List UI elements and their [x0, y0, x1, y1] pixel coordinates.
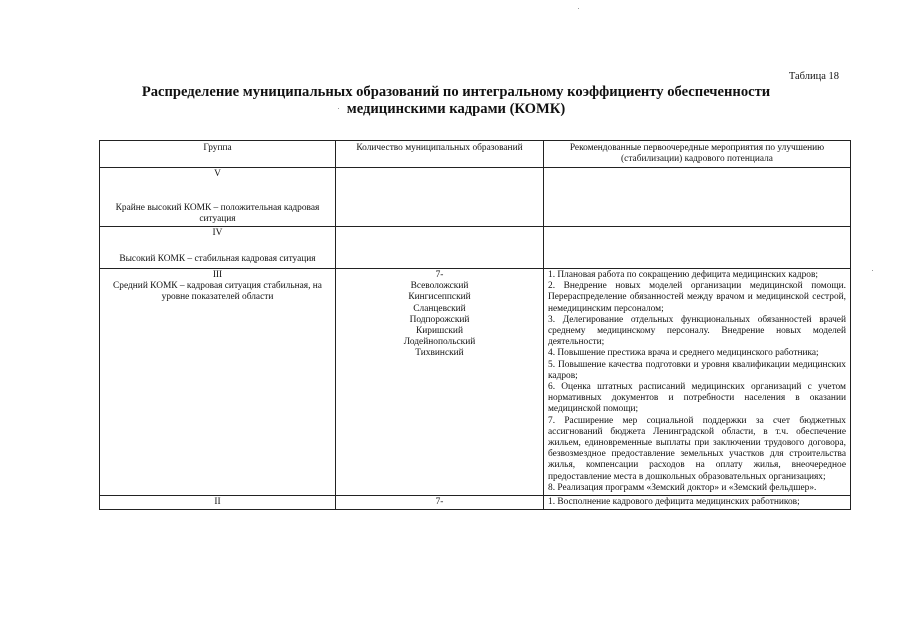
measures-cell — [544, 269, 851, 496]
measures-cell — [544, 227, 851, 269]
district-name: Подпорожский — [409, 314, 470, 325]
table-row-group-ii — [100, 496, 851, 510]
count-cell — [336, 168, 544, 227]
district-name: Сланцевский — [413, 303, 466, 314]
group-roman: II — [214, 497, 221, 508]
district-name: Киришский — [416, 326, 463, 337]
header-measures: Рекомендованные первоочередные мероприятия по улучшению (стабилизации) кадрового потенциала — [544, 141, 851, 168]
district-name: Всеволожский — [410, 281, 469, 292]
measure-item: 2. Внедрение новых моделей организации медицинской помощи. Перераспределение обязанностей между врачом и медицинской сестрой, немедицинским персоналом; — [548, 281, 846, 314]
page-title: Распределение муниципальных образований по интегральному коэффициенту обеспеченности медицинскими кадрами (КОМК) — [141, 84, 771, 117]
district-name: Лодейнопольский — [403, 337, 476, 348]
count-cell — [336, 227, 544, 269]
measure-item: 5. Повышение качества подготовки и уровня квалификации медицинских кадров; — [548, 359, 846, 381]
measure-item: 1. Плановая работа по сокращению дефицита медицинских кадров; — [548, 270, 818, 281]
table-row-group-iv — [100, 227, 851, 269]
group-description: Высокий КОМК – стабильная кадровая ситуация — [119, 254, 316, 265]
header-group: Группа — [100, 141, 336, 168]
table-header-row — [100, 141, 851, 168]
group-roman: IV — [212, 228, 223, 239]
group-description: Средний КОМК – кадровая ситуация стабильная, на уровне показателей области — [113, 281, 322, 303]
group-cell — [100, 269, 336, 496]
group-cell — [100, 227, 336, 269]
group-cell — [100, 168, 336, 227]
table-row-group-iii — [100, 269, 851, 496]
count-cell — [336, 496, 544, 510]
header-count: Количество муниципальных образований — [336, 141, 544, 168]
district-name: Тихвинский — [415, 348, 464, 359]
count-value: 7- — [435, 270, 444, 281]
measure-item: 1. Восполнение кадрового дефицита медицинских работников; — [548, 497, 800, 508]
count-value: 7- — [435, 497, 444, 508]
measures-cell — [544, 168, 851, 227]
measures-cell — [544, 496, 851, 510]
table-row-group-v — [100, 168, 851, 227]
measure-item: 8. Реализация программ «Земский доктор» и «Земский фельдшер». — [548, 482, 817, 493]
measure-item: 4. Повышение престижа врача и среднего медицинского работника; — [548, 348, 819, 359]
table-number-label: Таблица 18 — [788, 71, 839, 82]
group-roman: V — [214, 169, 221, 180]
measure-item: 6. Оценка штатных расписаний медицинских организаций с учетом нормативных документов и потребности населения в оказании медицинской помощи; — [548, 382, 846, 415]
group-cell — [100, 496, 336, 510]
group-description: Крайне высокий КОМК – положительная кадровая ситуация — [115, 202, 320, 224]
measure-item: 7. Расширение мер социальной поддержки за счет бюджетных ассигнований бюджета Ленинградской области, в т.ч. обеспечение жильем, единовременные выплаты при заключении трудового договора, безвозмездное предоставление земельных участков для строительства жилья, компенсации расходов на оплату жилья, внеочередное предоставление места в дошкольных образовательных организациях; — [548, 415, 846, 482]
count-cell — [336, 269, 544, 496]
district-name: Кингисеппский — [408, 292, 471, 303]
komk-distribution-table — [99, 140, 851, 510]
group-roman: III — [212, 270, 223, 281]
measure-item: 3. Делегирование отдельных функциональных обязанностей врачей среднему медицинскому персоналу. Внедрение новых моделей деятельности; — [548, 314, 846, 348]
